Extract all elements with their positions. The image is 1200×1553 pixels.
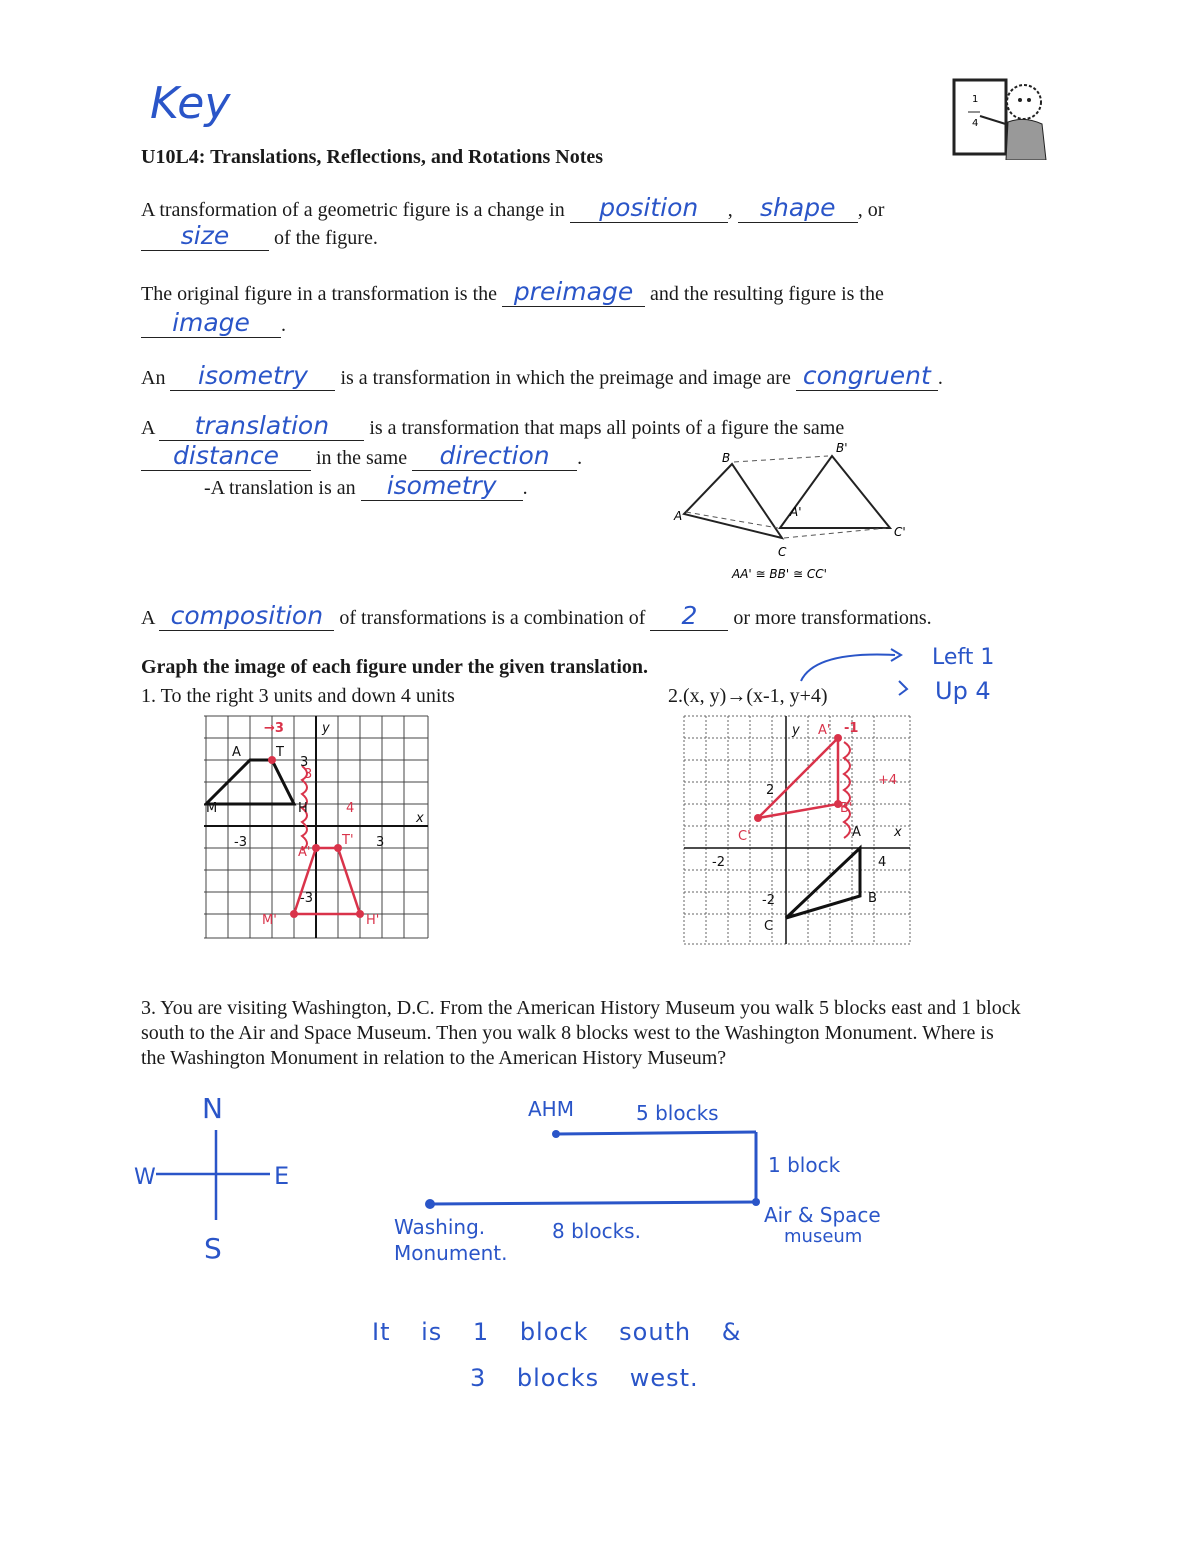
g2-label-a: A xyxy=(852,825,861,840)
g2-tick-neg2-x: -2 xyxy=(712,855,725,870)
answer-two: 2 xyxy=(681,601,698,630)
def-composition: A composition of transformations is a combination of 2 or more transformations. xyxy=(141,601,932,630)
label-monument: Monument. xyxy=(394,1241,508,1265)
answer-position: position xyxy=(599,193,699,222)
label-five-blocks: 5 blocks xyxy=(636,1101,719,1125)
answer-size: size xyxy=(180,221,230,250)
label-museum: museum xyxy=(784,1226,863,1247)
graph-1 xyxy=(204,712,434,949)
compass-s: S xyxy=(204,1232,222,1265)
word-problem-text: 3. You are visiting Washington, D.C. From the American History Museum you walk 5 blocks east and 1 block south to the Air and Space Museum. Then you walk 8 blocks west to the Washington Monument. Where is the Washington Monument in relation to the American History Museum? xyxy=(141,997,1021,1069)
g2-annot-plus4: +4 xyxy=(878,773,898,788)
svg-text:1: 1 xyxy=(972,94,979,105)
g1-label-h: H xyxy=(298,801,308,816)
answer-congruent: congruent xyxy=(802,361,931,390)
route-sketch xyxy=(380,1090,920,1285)
g1-tick-3-x: 3 xyxy=(376,835,385,850)
answer-shape: shape xyxy=(760,193,836,222)
problem2-note-up: Up 4 xyxy=(935,677,991,705)
def-preimage-line2: image . xyxy=(141,312,286,338)
g1-label-a-prime: A' xyxy=(298,845,311,860)
def-translation-line3: -A translation is an isometry . xyxy=(204,471,528,500)
translation-diagram xyxy=(668,440,918,595)
g2-label-b-prime: B' xyxy=(840,801,853,816)
g2-annot-minus1: -1 xyxy=(844,721,859,736)
graph-2 xyxy=(682,712,916,957)
label-eight-blocks: 8 blocks. xyxy=(552,1219,641,1243)
graph-heading: Graph the image of each figure under the given translation. xyxy=(141,656,649,678)
g2-label-b: B xyxy=(868,891,877,906)
label-air-space: Air & Space xyxy=(764,1203,881,1227)
g1-label-a: A xyxy=(232,745,241,760)
answer-line-2: 3 blocks west. xyxy=(470,1364,699,1392)
def-translation-line2: distance in the same direction . xyxy=(141,445,582,471)
svg-text:4: 4 xyxy=(972,118,979,129)
answer-line-1: It is 1 block south & xyxy=(372,1318,742,1346)
compass-w: W xyxy=(134,1165,156,1190)
g2-tick-4-x: 4 xyxy=(878,855,887,870)
diagram-label-b: B xyxy=(722,451,731,465)
g1-tick-3-y: 3 xyxy=(300,755,309,770)
compass-rose xyxy=(130,1090,300,1275)
label-washing: Washing. xyxy=(394,1215,486,1239)
g2-label-a-prime: A' xyxy=(818,723,831,738)
label-ahm: AHM xyxy=(528,1097,574,1121)
diagram-caption: AA' ≅ BB' ≅ CC' xyxy=(732,567,827,581)
answer-isometry: isometry xyxy=(198,361,308,390)
g1-tick-neg3-y: -3 xyxy=(300,891,313,906)
def-preimage-line1: The original figure in a transformation is the preimage and the resulting figure is the xyxy=(141,277,884,306)
g2-tick-2-y: 2 xyxy=(766,783,775,798)
g1-annot-right3: →3 xyxy=(264,721,284,736)
g2-tick-neg2-y: -2 xyxy=(762,893,775,908)
diagram-label-b-prime: B' xyxy=(836,441,848,455)
curved-arrow xyxy=(795,645,915,710)
diagram-label-c: C xyxy=(778,545,787,559)
answer-composition: composition xyxy=(170,601,324,630)
answer-preimage: preimage xyxy=(513,277,634,306)
label-one-block: 1 block xyxy=(768,1153,841,1177)
diagram-label-c-prime: C' xyxy=(894,525,906,539)
g1-label-t-prime: T' xyxy=(342,833,354,848)
compass-e: E xyxy=(274,1162,290,1190)
answer-translation: translation xyxy=(194,411,330,440)
g2-axis-x: x xyxy=(894,825,902,840)
problem1-prompt: 1. To the right 3 units and down 4 units xyxy=(141,685,455,707)
def-transformation-line1: A transformation of a geometric figure is a change in position , shape , or xyxy=(141,193,885,222)
g1-label-h-prime: H' xyxy=(366,913,380,928)
g1-label-m-prime: M' xyxy=(262,913,277,928)
key-label: Key xyxy=(150,78,231,129)
problem2-rule: 2.(x, y)→(x-1, y+4) xyxy=(668,685,828,707)
diagram-label-a: A xyxy=(674,509,683,523)
g2-axis-y: y xyxy=(792,723,800,738)
answer-direction: direction xyxy=(439,441,550,470)
answer-image: image xyxy=(172,308,250,337)
problem2-note-left: Left 1 xyxy=(932,645,995,670)
answer-distance: distance xyxy=(173,441,279,470)
g2-label-c-prime: C' xyxy=(738,829,751,844)
g1-label-m: M xyxy=(206,801,218,816)
g1-tick-neg3-x: -3 xyxy=(234,835,247,850)
g1-label-t: T xyxy=(276,745,284,760)
diagram-label-a-prime: A' xyxy=(790,505,802,519)
g1-annot-4: 4 xyxy=(346,801,355,816)
def-transformation-line2: size of the figure. xyxy=(141,225,378,251)
g2-label-c: C xyxy=(764,919,774,934)
g1-annot-3: 3 xyxy=(304,767,313,782)
page-title: U10L4: Translations, Reflections, and Rotations Notes xyxy=(141,146,604,168)
def-isometry: An isometry is a transformation in which the preimage and image are congruent . xyxy=(141,361,943,390)
g1-axis-y: y xyxy=(322,721,330,736)
def-translation-line1: A translation is a transformation that maps all points of a figure the same xyxy=(141,411,845,440)
compass-n: N xyxy=(202,1092,223,1125)
answer-isometry-2: isometry xyxy=(386,471,497,500)
teacher-clipart xyxy=(950,72,1050,165)
g1-axis-x: x xyxy=(416,811,424,826)
